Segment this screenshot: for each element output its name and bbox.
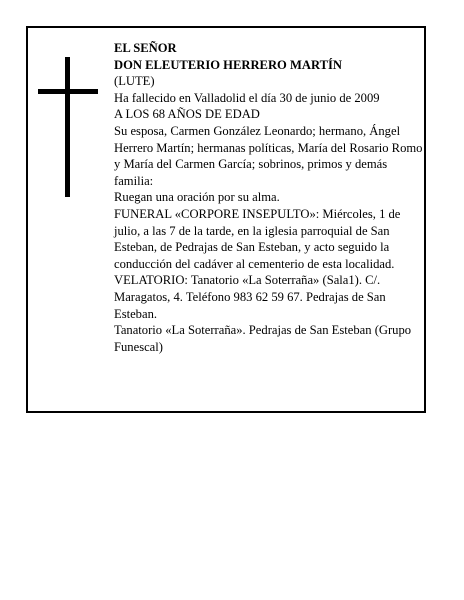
cross-horizontal-bar [38,89,98,94]
title-line-1: EL SEÑOR [114,41,177,55]
family-list: Su esposa, Carmen González Leonardo; hermano, Ángel Herrero Martín; hermanas políticas, María del Rosario Romo y María del Carmen García; sobrinos, primos y demás familia: [114,123,423,188]
nickname: (LUTE) [114,74,155,89]
cross-icon [38,57,98,197]
age-statement: A LOS 68 AÑOS DE EDAD [114,107,260,122]
obituary-notice [26,26,426,413]
notice-text [114,40,426,355]
cross-vertical-bar [65,57,70,197]
funeral-details: FUNERAL «CORPORE INSEPULTO»: Miércoles, 1 de julio, a las 7 de la tarde, en la iglesia parroquial de San Esteban, de Pedrajas de San Esteban, y acto seguido la conducción del cadáver al cementerio de esta localidad. [114,206,401,271]
prayer-request: Ruegan una oración por su alma. [114,190,280,205]
deceased-name: DON ELEUTERIO HERRERO MARTÍN [114,57,343,72]
funeral-home: Tanatorio «La Soterraña». Pedrajas de San Esteban (Grupo Funescal) [114,323,412,354]
death-statement: Ha fallecido en Valladolid el día 30 de junio de 2009 [114,90,380,105]
wake-details: VELATORIO: Tanatorio «La Soterraña» (Sala1). C/. Maragatos, 4. Teléfono 983 62 59 67. Pedrajas de San Esteban. [114,273,386,321]
